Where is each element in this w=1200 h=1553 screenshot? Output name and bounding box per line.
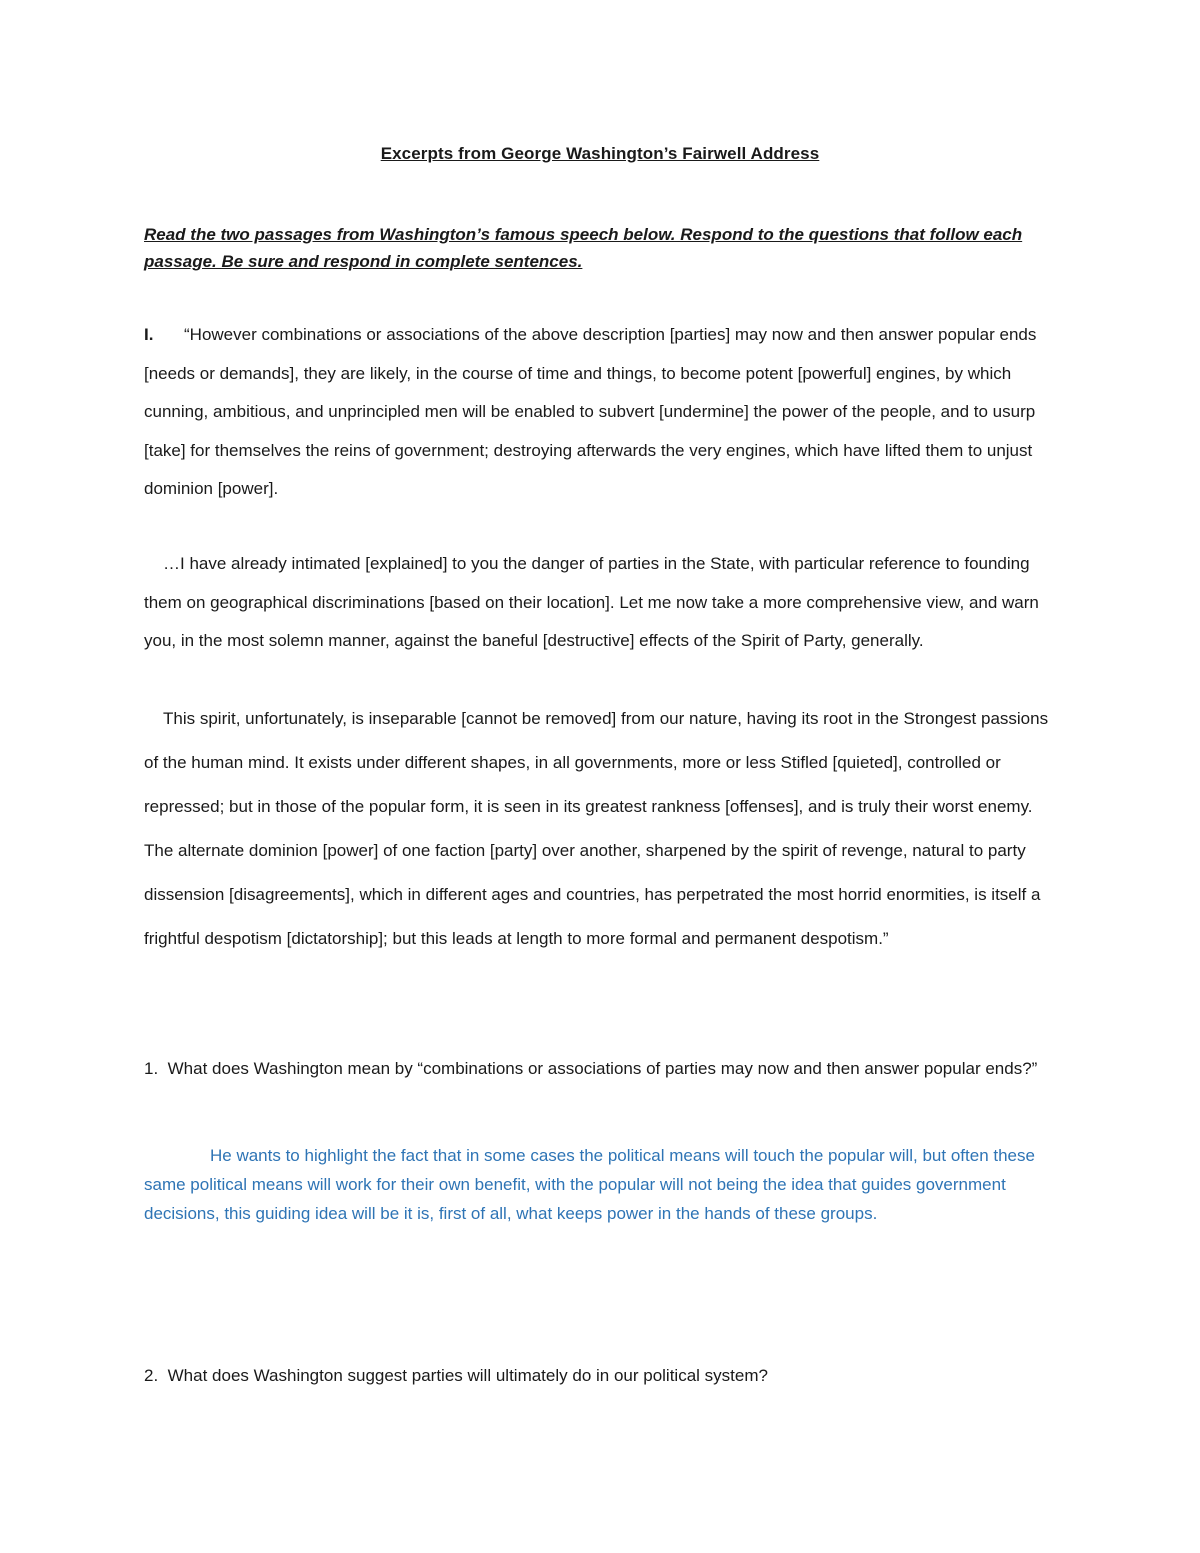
- answer-1: He wants to highlight the fact that in some cases the political means will touch the popular will, but often these same political means will work for their own benefit, with the popular will not being the idea that guides government decisions, this guiding idea will be it is, first of all, what keeps power in the hands of these groups.: [144, 1146, 1035, 1223]
- passage-numeral: I.: [144, 325, 154, 344]
- question-1-number: 1.: [144, 1059, 159, 1078]
- question-2: [144, 1357, 1064, 1395]
- question-1-text: What does Washington mean by “combinations or associations of parties may now and then answer popular ends?”: [167, 1059, 1038, 1078]
- passage-paragraph-1: [144, 316, 1064, 509]
- question-1: [144, 1050, 1064, 1088]
- document-title: Excerpts from George Washington’s Fairwell Address: [380, 144, 820, 163]
- question-2-text: What does Washington suggest parties will ultimately do in our political system?: [167, 1366, 768, 1385]
- question-2-number: 2.: [144, 1366, 159, 1385]
- passage-paragraph-3: This spirit, unfortunately, is inseparable [cannot be removed] from our nature, having its root in the Strongest passions of the human mind. It exists under different shapes, in all governments, more or less Stifled [quieted], controlled or repressed; but in those of the popular form, it is seen in its greatest rankness [offenses], and is truly their worst enemy. The alternate dominion [power] of one faction [party] over another, sharpened by the spirit of revenge, natural to party dissension [disagreements], which in different ages and countries, has perpetrated the most horrid enormities, is itself a frightful despotism [dictatorship]; but this leads at length to more formal and permanent despotism.”: [144, 709, 1049, 948]
- instructions: Read the two passages from Washington’s famous speech below. Respond to the questions that follow each passage. Be sure and respond in complete sentences.: [144, 225, 1023, 271]
- passage-paragraph-2: …I have already intimated [explained] to you the danger of parties in the State, with particular reference to founding them on geographical discriminations [based on their location]. Let me now take a more comprehensive view, and warn you, in the most solemn manner, against the baneful [destructive] effects of the Spirit of Party, generally.: [144, 554, 1039, 650]
- passage-paragraph-1-text: “However combinations or associations of the above description [parties] may now and then answer popular ends [needs or demands], they are likely, in the course of time and things, to become potent [powerful] engines, by which cunning, ambitious, and unprincipled men will be enabled to subvert [undermine] the power of the people, and to usurp [take] for themselves the reins of government; destroying afterwards the very engines, which have lifted them to unjust dominion [power].: [144, 325, 1037, 498]
